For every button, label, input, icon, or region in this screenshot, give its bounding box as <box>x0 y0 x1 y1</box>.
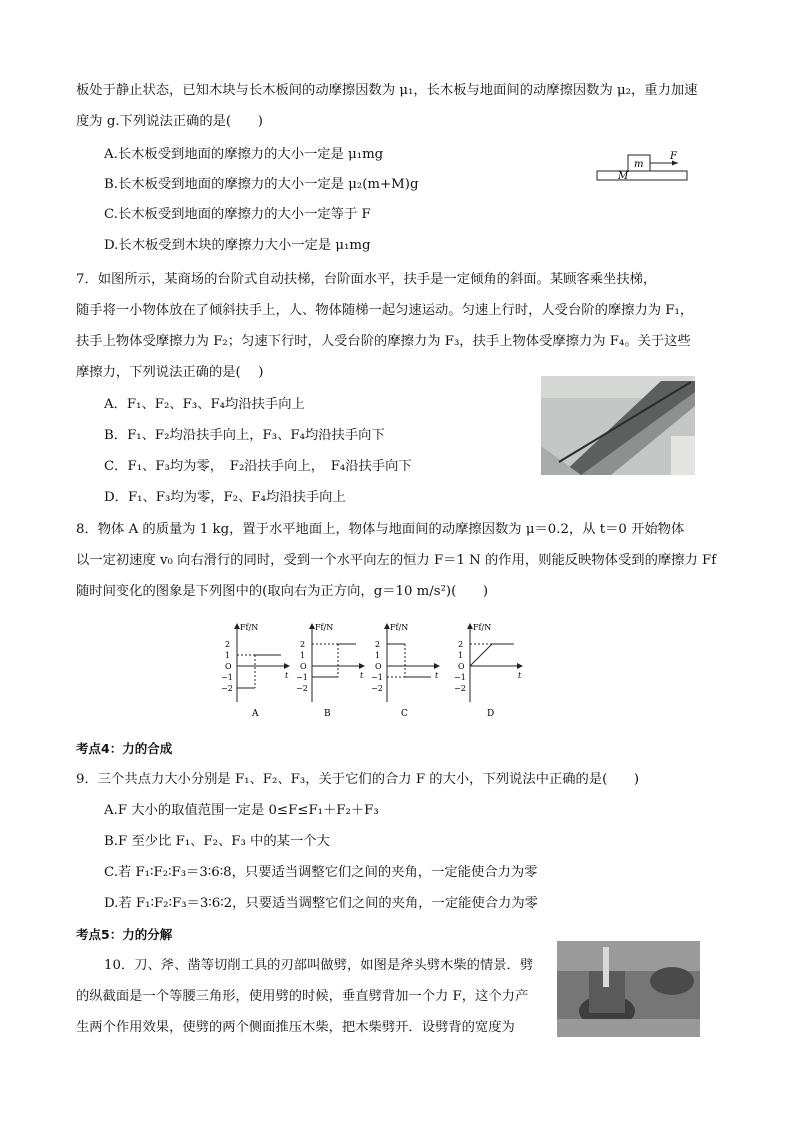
tick-neg2: −2 <box>296 684 308 693</box>
option-c: C.长木板受到地面的摩擦力的大小一定等于 F <box>104 207 371 222</box>
t-axis-label: t <box>435 671 439 680</box>
option-c: C．F₁、F₃均为零， F₂沿扶手向上， F₄沿扶手向下 <box>104 459 412 474</box>
tick-2: 2 <box>458 640 464 649</box>
tick-2: 2 <box>375 640 381 649</box>
tick-2: 2 <box>300 640 306 649</box>
graph-label: B <box>324 709 331 719</box>
tick-neg2: −2 <box>221 684 233 693</box>
y-axis-label: Ff/N <box>315 623 334 632</box>
graph-c <box>371 623 439 719</box>
tick-1: 1 <box>225 651 231 660</box>
option-d: D．F₁、F₃均为零，F₂、F₄均沿扶手向上 <box>104 490 346 505</box>
tick-neg1: −1 <box>221 673 233 682</box>
tick-neg1: −1 <box>296 673 308 682</box>
tick-1: 1 <box>375 651 381 660</box>
tick-neg2: −2 <box>371 684 383 693</box>
t-axis-label: t <box>518 671 522 680</box>
option-b: B．F₁、F₂均沿扶手向上，F₃、F₄均沿扶手向下 <box>104 428 385 443</box>
section-heading: 考点4：力的合成 <box>76 741 173 756</box>
graph-a <box>221 623 289 719</box>
option-a: A.长木板受到地面的摩擦力的大小一定是 μ₁mg <box>104 147 384 162</box>
escalator-photo <box>541 376 695 475</box>
section-heading: 考点5：力的分解 <box>76 927 173 942</box>
text-line: 板处于静止状态，已知木块与长木板间的动摩擦因数为 μ₁，长木板与地面间的动摩擦因数为 μ₂，重力加速 <box>76 83 698 98</box>
graph-b <box>296 623 364 719</box>
option-d: D.长木板受到木块的摩擦力大小一定是 μ₁mg <box>104 238 371 253</box>
tick-0: O <box>225 662 232 671</box>
option-c: C.若 F₁∶F₂∶F₃＝3∶6∶8，只要适当调整它们之间的夹角，一定能使合力为零 <box>104 865 538 880</box>
tick-2: 2 <box>225 640 231 649</box>
tick-neg1: −1 <box>371 673 383 682</box>
tick-1: 1 <box>300 651 306 660</box>
text-line: 生两个作用效果，使劈的两个侧面推压木柴，把木柴劈开．设劈背的宽度为 <box>76 1020 515 1035</box>
question-9: 9．三个共点力大小分别是 F₁、F₂、F₃，关于它们的合力 F 的大小，下列说法中正确的是( ) <box>76 772 640 787</box>
y-axis-label: Ff/N <box>473 623 492 632</box>
tick-1: 1 <box>458 651 464 660</box>
board-block-figure <box>590 146 700 186</box>
tick-0: O <box>458 662 465 671</box>
graph-d <box>454 623 522 719</box>
option-d: D.若 F₁∶F₂∶F₃＝3∶6∶2，只要适当调整它们之间的夹角，一定能使合力为零 <box>104 896 538 911</box>
text-line: 度为 g.下列说法正确的是( ) <box>76 114 263 129</box>
question-7: 7．如图所示，某商场的台阶式自动扶梯，台阶面水平，扶手是一定倾角的斜面。某顾客乘坐扶梯， <box>76 272 657 287</box>
y-axis-label: Ff/N <box>390 623 409 632</box>
friction-graphs <box>215 618 535 723</box>
tick-0: O <box>300 662 307 671</box>
mass-m-label: m <box>634 159 644 170</box>
text-line: 以一定初速度 v₀ 向右滑行的同时，受到一个水平向左的恒力 F＝1 N 的作用，则能反映物体受到的摩擦力 Ff <box>76 553 717 568</box>
t-axis-label: t <box>285 671 289 680</box>
mass-M-label: M <box>618 171 629 182</box>
graph-label: A <box>252 709 259 719</box>
question-10: 10．刀、斧、凿等切削工具的刃部叫做劈，如图是斧头劈木柴的情景．劈 <box>104 958 534 973</box>
graph-label: C <box>401 709 408 719</box>
option-b: B.F 至少比 F₁、F₂、F₃ 中的某一个大 <box>104 834 330 849</box>
tick-0: O <box>375 662 382 671</box>
axe-wood-photo <box>557 941 700 1037</box>
force-F-label: F <box>670 151 677 162</box>
question-8: 8．物体 A 的质量为 1 kg，置于水平地面上，物体与地面间的动摩擦因数为 μ＝0.2，从 t＝0 开始物体 <box>76 522 685 537</box>
graph-label: D <box>487 709 495 719</box>
tick-neg2: −2 <box>454 684 466 693</box>
t-axis-label: t <box>360 671 364 680</box>
option-b: B.长木板受到地面的摩擦力的大小一定是 μ₂(m+M)g <box>104 177 419 192</box>
text-line: 的纵截面是一个等腰三角形，使用劈的时候，垂直劈背加一个力 F，这个力产 <box>76 989 529 1004</box>
text-line: 摩擦力，下列说法正确的是( ) <box>76 365 264 380</box>
text-line: 随手将一小物体放在了倾斜扶手上，人、物体随梯一起匀速运动。匀速上行时，人受台阶的摩擦力为 F₁， <box>76 303 694 318</box>
text-line: 随时间变化的图象是下列图中的(取向右为正方向，g＝10 m/s²)( ) <box>76 584 489 599</box>
option-a: A．F₁、F₂、F₃、F₄均沿扶手向上 <box>104 397 305 412</box>
tick-neg1: −1 <box>454 673 466 682</box>
text-line: 扶手上物体受摩擦力为 F₂；匀速下行时，人受台阶的摩擦力为 F₃，扶手上物体受摩擦力为 F₄。关于这些 <box>76 334 691 349</box>
option-a: A.F 大小的取值范围一定是 0≤F≤F₁＋F₂＋F₃ <box>104 803 379 818</box>
y-axis-label: Ff/N <box>240 623 259 632</box>
